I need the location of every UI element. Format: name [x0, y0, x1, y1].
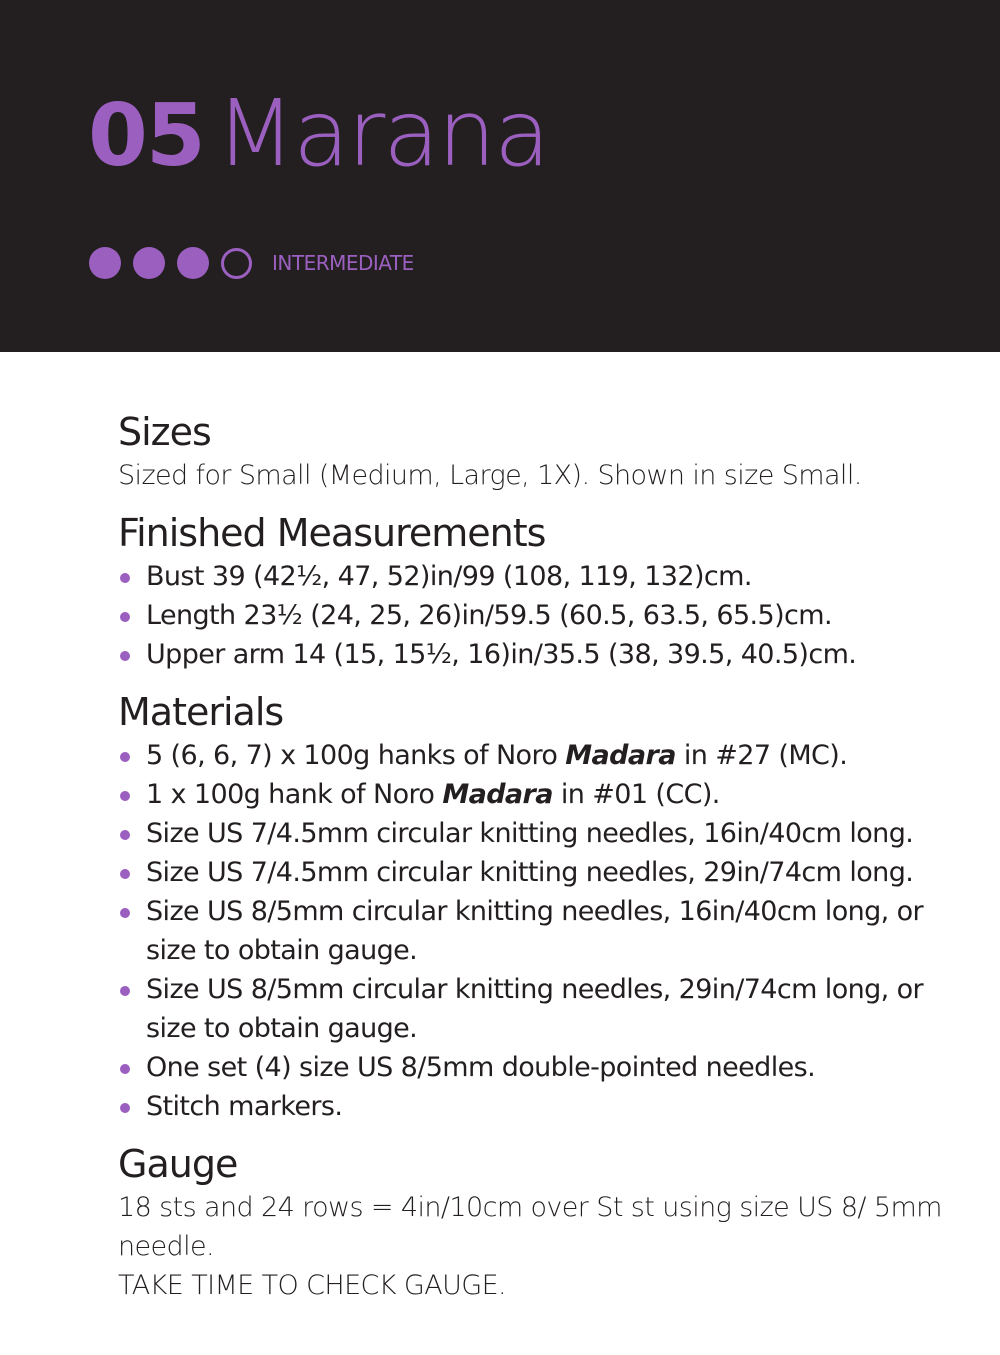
list-item: One set (4) size US 8/5mm double-pointed needles. [118, 1048, 978, 1087]
measurements-list [118, 557, 978, 674]
skill-level-indicator [89, 247, 414, 279]
list-item: 1 x 100g hank of Noro Madara in #01 (CC). [118, 775, 978, 814]
list-item: 5 (6, 6, 7) x 100g hanks of Noro Madara in #27 (MC). [118, 736, 978, 775]
bullet-icon [120, 1064, 130, 1074]
sizes-section [118, 408, 978, 495]
list-item: Size US 7/4.5mm circular knitting needles, 29in/74cm long. [118, 853, 978, 892]
skill-dot-empty-icon [221, 248, 252, 279]
list-item: Size US 8/5mm circular knitting needles, 29in/74cm long, or size to obtain gauge. [118, 970, 978, 1048]
gauge-text: 18 sts and 24 rows = 4in/10cm over St st using size US 8/ 5mm needle. [118, 1192, 942, 1262]
bullet-icon [120, 830, 130, 840]
materials-heading: Materials [118, 690, 284, 734]
yarn-name: Madara [565, 740, 676, 771]
gauge-note: TAKE TIME TO CHECK GAUGE. [118, 1270, 507, 1301]
bullet-icon [120, 651, 130, 661]
list-item: Upper arm 14 (15, 15½, 16)in/35.5 (38, 39.5, 40.5)cm. [118, 635, 978, 674]
list-item: Size US 7/4.5mm circular knitting needles, 16in/40cm long. [118, 814, 978, 853]
sizes-text: Sized for Small (Medium, Large, 1X). Shown in size Small. [118, 460, 862, 491]
sizes-heading: Sizes [118, 410, 211, 454]
materials-section [118, 688, 978, 1126]
bullet-icon [120, 573, 130, 583]
bullet-icon [120, 752, 130, 762]
list-item: Size US 8/5mm circular knitting needles, 16in/40cm long, or size to obtain gauge. [118, 892, 978, 970]
gauge-heading: Gauge [118, 1142, 238, 1186]
bullet-icon [120, 791, 130, 801]
yarn-name: Madara [442, 779, 553, 810]
pattern-details [118, 408, 978, 1319]
bullet-icon [120, 1103, 130, 1113]
gauge-section [118, 1140, 978, 1305]
list-item: Bust 39 (42½, 47, 52)in/99 (108, 119, 132)cm. [118, 557, 978, 596]
skill-level-label: INTERMEDIATE [272, 251, 414, 275]
bullet-icon [120, 869, 130, 879]
skill-dot-filled-icon [89, 247, 121, 279]
pattern-title [88, 80, 548, 187]
materials-list [118, 736, 978, 1126]
list-item: Stitch markers. [118, 1087, 978, 1126]
pattern-number: 05 [88, 86, 204, 186]
bullet-icon [120, 986, 130, 996]
skill-dot-filled-icon [177, 247, 209, 279]
list-item: Length 23½ (24, 25, 26)in/59.5 (60.5, 63.5, 65.5)cm. [118, 596, 978, 635]
skill-dot-filled-icon [133, 247, 165, 279]
measurements-section [118, 509, 978, 674]
pattern-header [0, 0, 1000, 352]
measurements-heading: Finished Measurements [118, 511, 546, 555]
bullet-icon [120, 612, 130, 622]
pattern-name: Marana [215, 80, 549, 187]
bullet-icon [120, 908, 130, 918]
